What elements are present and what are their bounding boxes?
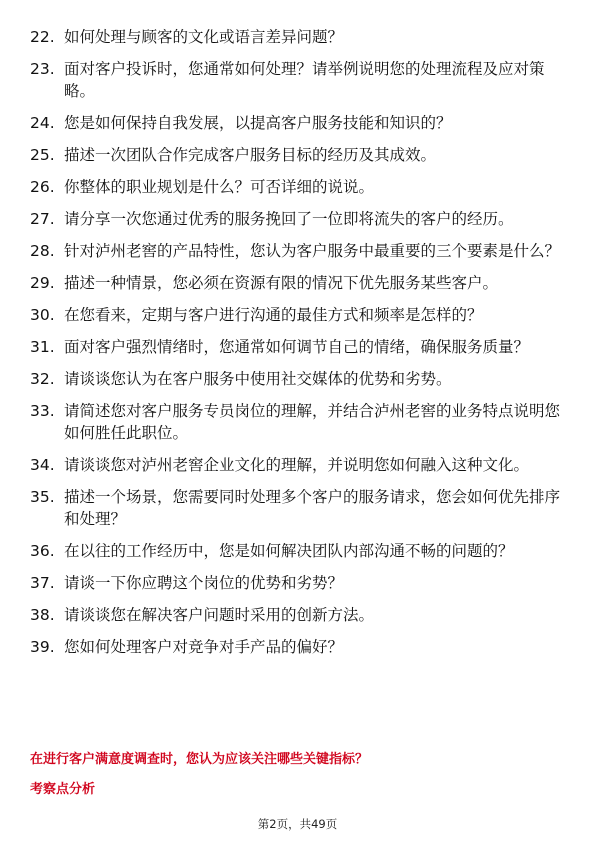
question-text: 面对客户投诉时，您通常如何处理？请举例说明您的处理流程及应对策略。: [64, 60, 545, 100]
question-number: 34.: [30, 456, 55, 474]
question-number: 31.: [30, 338, 55, 356]
question-number: 22.: [30, 28, 55, 46]
question-text: 您是如何保持自我发展，以提高客户服务技能和知识的？: [64, 114, 452, 132]
question-item: [30, 454, 570, 476]
question-item: [30, 144, 570, 166]
question-text: 描述一次团队合作完成客户服务目标的经历及其成效。: [64, 146, 437, 164]
question-text: 你整体的职业规划是什么？可否详细的说说。: [64, 178, 375, 196]
question-item: [30, 540, 570, 562]
question-number: 35.: [30, 488, 55, 506]
question-number: 36.: [30, 542, 55, 560]
question-text: 请谈谈您对泸州老窖企业文化的理解，并说明您如何融入这种文化。: [64, 456, 530, 474]
question-number: 38.: [30, 606, 55, 624]
question-item: [30, 112, 570, 134]
question-item: [30, 304, 570, 326]
question-item: [30, 572, 570, 594]
question-item: [30, 208, 570, 230]
question-item: [30, 58, 570, 102]
question-item: [30, 604, 570, 626]
question-item: [30, 400, 570, 444]
question-item: [30, 26, 570, 48]
question-number: 32.: [30, 370, 55, 388]
question-number: 30.: [30, 306, 55, 324]
question-text: 您如何处理客户对竞争对手产品的偏好？: [64, 638, 344, 656]
question-item: [30, 486, 570, 530]
question-number: 23.: [30, 60, 55, 78]
question-number: 27.: [30, 210, 55, 228]
question-text: 针对泸州老窖的产品特性，您认为客户服务中最重要的三个要素是什么？: [64, 242, 561, 260]
question-item: [30, 240, 570, 262]
highlighted-question: 在进行客户满意度调查时，您认为应该关注哪些关键指标？: [30, 752, 369, 767]
question-text: 描述一个场景，您需要同时处理多个客户的服务请求，您会如何优先排序和处理？: [64, 488, 561, 528]
question-item: [30, 176, 570, 198]
question-text: 请分享一次您通过优秀的服务挽回了一位即将流失的客户的经历。: [64, 210, 514, 228]
question-item: [30, 272, 570, 294]
question-text: 请谈谈您认为在客户服务中使用社交媒体的优势和劣势。: [64, 370, 452, 388]
question-item: [30, 636, 570, 658]
question-number: 25.: [30, 146, 55, 164]
question-text: 面对客户强烈情绪时，您通常如何调节自己的情绪，确保服务质量？: [64, 338, 530, 356]
question-number: 29.: [30, 274, 55, 292]
question-text: 如何处理与顾客的文化或语言差异问题？: [64, 28, 344, 46]
question-text: 请简述您对客户服务专员岗位的理解，并结合泸州老窖的业务特点说明您如何胜任此职位。: [64, 402, 561, 442]
question-number: 24.: [30, 114, 55, 132]
question-number: 28.: [30, 242, 55, 260]
question-number: 39.: [30, 638, 55, 656]
question-number: 37.: [30, 574, 55, 592]
question-text: 请谈一下你应聘这个岗位的优势和劣势？: [64, 574, 344, 592]
question-item: [30, 336, 570, 358]
question-text: 请谈谈您在解决客户问题时采用的创新方法。: [64, 606, 375, 624]
question-item: [30, 368, 570, 390]
question-text: 描述一种情景，您必须在资源有限的情况下优先服务某些客户。: [64, 274, 499, 292]
question-number: 26.: [30, 178, 55, 196]
analysis-heading: 考察点分析: [30, 782, 96, 797]
question-text: 在您看来，定期与客户进行沟通的最佳方式和频率是怎样的？: [64, 306, 483, 324]
question-list: [30, 26, 570, 668]
question-number: 33.: [30, 402, 55, 420]
page-footer: 第2页，共49页: [257, 817, 338, 831]
question-text: 在以往的工作经历中，您是如何解决团队内部沟通不畅的问题的？: [64, 542, 514, 560]
